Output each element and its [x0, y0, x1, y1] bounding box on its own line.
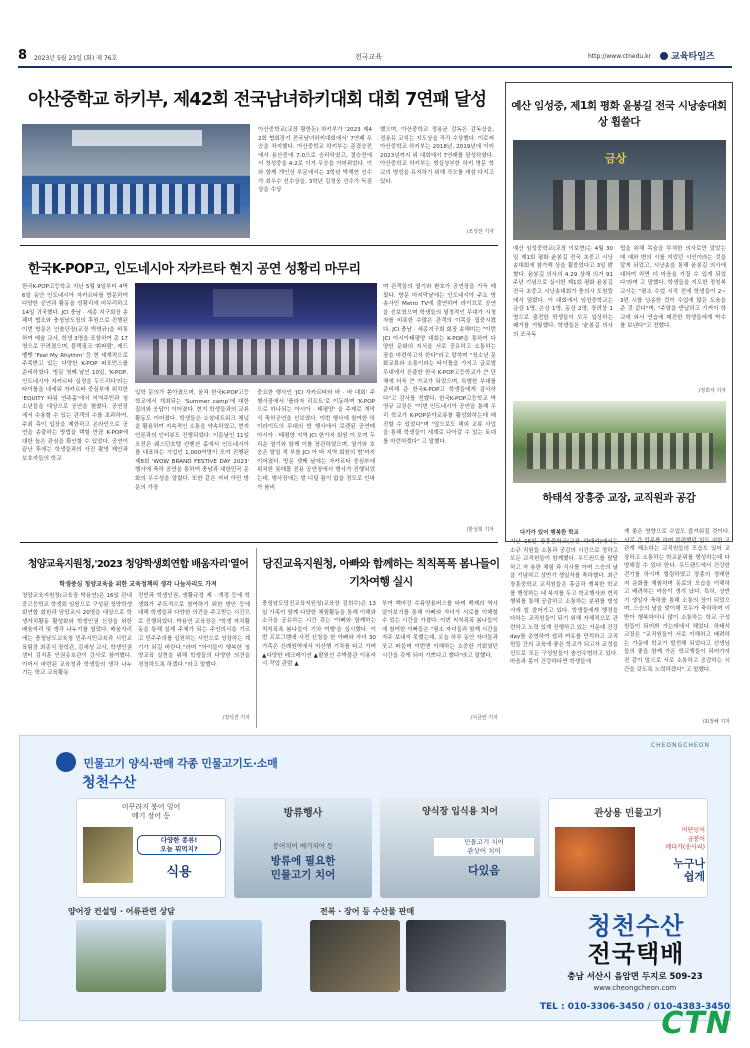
card-question: 다양한 종류! 오늘 뭐먹지?	[137, 835, 221, 855]
article2-col2: 입학 문의가 쏟아졌으며, 움쳐 한국K-POP고등학교에서 개최되는 'Summer camp'에 대한 질의와 응답이 이어졌다. 현지 학생들과의 교류 활동도 이어졌다. 학생들은 소셜네트워크 채널을 활용하여 지속적인 소통을 약속하였고, 현지 언론과의 인터뷰도 진행되었다. 이튿날인 11일 오전은 웨스턴호텔 컨벤션 홀에서 인도네시아를 대표하는 기업인 1,000여명이 모여 진행된 제8회 'WOW BRAND FESTIVE DAY 2023' 행사에 축하 공연을 통하여 충남과 대한민국 문화의 우수성을 알렸다. 또한 같은 저녁 아민 방문의 가장	[135, 390, 249, 491]
card-subtitle: 민물고기 치어 관상어 치어	[434, 838, 534, 856]
article3-headline-text: 예산 임성중, 제1회 평화 윤봉길 전국 시낭송대회 상 휩쓸다	[511, 100, 727, 128]
ad-card-edible[interactable]	[76, 798, 226, 898]
article2-byline: /한성희 기자	[466, 527, 494, 533]
article5-subhead: 학생중심 청양교육을 위한 교육정책의 생각 나눔자리도 가져	[59, 581, 217, 588]
seafood-photo	[406, 920, 506, 992]
article1-byline: /조성찬 기자	[466, 229, 494, 235]
teachers-group-photo	[513, 401, 726, 483]
article5-col1: 청양교육지원청(교육장 박용연)은 16일 관내 중고등학교 학생회 임원으로 구성된 청양학생회연합 회원과 담당교사 20명을 대상으로 학생자치활동 활성화와 학생인권 신장을 위한 배움자리 및 생각 나누기를 열었다. 배움자리에는 충청남도교육청 민주시민교육과 시민교육팀장 최종식 장학관, 김세성 교사, 학생인권센터 김지훈 인권옹호관이 강사로 참여했다. 이어서 마련된 교육청과 학생들의 생각 나누기는 학교 교육활동	[22, 593, 132, 677]
card-title: 방류행사	[283, 808, 323, 819]
page-number: 8	[18, 48, 28, 63]
article5-byline: /정석진 기자	[222, 715, 250, 721]
card-body: 누구나 쉽게	[673, 857, 705, 883]
article3-byline: /정희자 기자	[698, 388, 726, 394]
seafood-photo	[310, 920, 400, 992]
article3-headline	[510, 98, 728, 130]
card-title: 미꾸라지 붕어 잉어 메기 장어 등	[121, 803, 181, 820]
article4-col1: 지난 15일 장흥중학교(교장 하태석)에서는 소규 직원들 소통과 공감의 시간으로 정하고 모든 교직원들이 함께했다. 우드원드를 탈탈하고 자 용한 체험 과 식사를 아며 스승의 날을 기념하고 상반기 생일자를 축하했다. 최근 장흥중학교 교직원들은 휴급과 행복한 학교를 행성하는 네 복지를 두고 학교행사와 현직 행위를 통해 공감하고 소통하는 분위를 형성시에 힘 쓸어가고 있다. 학생들에게 행정을 다하는 교직원들이 되기 위해 자체적으로 관련하고 노력 있게 진행하고 있는 가운데 건강day를 운영하여 쉽과 여유를 만끽하고 교직원들 간의 교육에 좋은 학교가 되고자 교정을 선도로 모든 구성원들이 솔선수범하고 있다. 마음과 몸이 건강하다면 학생들에	[510, 539, 618, 666]
ad-card-release[interactable]	[234, 798, 372, 898]
logo-text: 교육타임즈	[671, 52, 715, 62]
article4-byline: /최정혜 기자	[702, 719, 730, 725]
ad-big-name: 청천수산	[587, 912, 685, 940]
ad-brand-label: CHEONGCHEON	[650, 742, 710, 749]
article3-col1: 예산 임성중학교(교장 이보현)는 4월 30일 제1회 평화 윤봉길 전국 초중고 시낭송대회에 참가해 상을 휩쓸었다고 3일 밝혔다. 윤봉길 의사의 4.29 상해 의거 91주년 기념으로 실시한 제1회 평화 윤봉길 전국 초중고 시낭송대회가 충의사 도원뜰에서 열렸다. 이 대회에서 임성중학교는 금상 1명, 은상 1명, 동상 2명, 장려상 1명으로 출전한 학생들이 모두 입상하는 쾌거를 거뒀했다. 학생들은 '윤봉길 의사의 조국독	[513, 246, 613, 338]
ad-big-service: 전국택배	[587, 940, 685, 968]
fish-icon	[56, 752, 76, 772]
card-answer: 식용	[166, 865, 192, 880]
article2-col3: 중요한 행사인 'JCI 자카르타와 바 · 바 대회' 주 행사장에서 '플라자 리프트'로 이동하며 'K-POP으로 하나되는 아시아 · 태평양' 을 주제로 개막식 축하공연을 선보였다. 이번 행사에 참여한 하이라이트의 무대의 방 행사에서 로렌된 공연메 아시아 · 태평양 지역 JCI 한가지 회원 이 모여 두리운 열기와 함께 이를 장관하였으며, 열기와 호응은 탈일 적 부를 JCI 아 바 지역 회원의 밤'까지 이어졌다. 방문 셋째 날에는 자카르타 중심부에 위치한 롯데몰 전용 공연장에서 행사가 진행되었는데, 행사장에는 발 디딜 틈이 없을 정도로 인파가 붐비	[257, 390, 375, 491]
article5-col2: 전반과 학생인권, 생활규정 제 · 개정 등에 학생회가 주도적으로 참여하기 위한 방안 등에 대해 학생들과 다양한 의견을 주고받는 시간으로 진행되었다. 박용연 교육장은 "학생 자치활동을 통해 실제 주체가 되는 주인의식을 기르고 민주주의를 실천하는 시민으로 성장하는 계기가 되길 바란다."라며 "아이들이 행복한 청양교육 실현을 위해 학생들의 다양한 의견을 경청하도록 하겠다."라고 말했다.	[138, 593, 250, 668]
site-url[interactable]: http://www.ctnedu.kr	[588, 53, 652, 60]
article1-col1: 아산중학교(교장 황한돈) 하키부가 '2023 제42회 협회장기 전국남녀하키대회에서' 7연패 우승을 차지했다. 아산중학교 하키부는 준결승전에서 용산중에 7:0으로 승리하였고, 결승전에서 청성중을 4:2로 이겨 우승을 거머쥐었다. 이와 함께 개인상 부문에서는 3학년 박재현 선수가 최우수 선수상을, 3학년 김정웅 선수가 득점상을 수상	[258, 127, 372, 194]
advertisement[interactable]	[19, 735, 731, 1021]
article6-col2: 부여 백마강 수륙양용버스를 타며 백제의 역사 알아보기를 통해 아빠와 자녀가 서로를 이해할 수 있는 시간을 가졌다. 이번 칙칙폭폭 봄나들이에 참여한 이빠들은 "평소 자녀들과 함께 시간을 자주 보내지 못했는데, 오늘 하루 동안 자녀들과 웃고 떠들며 이번엔 이해하는 소중한 기회였던 시간을 갖게 되어 기쁘다고 했다"라고 말했다.	[382, 601, 498, 659]
article6-col1: 충청남도당진교육지원청(교육장 김희수)은 13일 가족이 함께 다양한 체험활동을 통해 이해와 소극을 공유하는 시간 갖는 '아빠와 함께하는 칙칙폭폭 봄나들이 기차 여행'을 실시했다. 이번 프로그램에 사전 신청을 한 아빠와 자녀 30가족은 신례원역에서 익산행 기차를 타고 가며 ▲다양한 레크레이션 ▲팔원선 수박물관 이용자시 작업 관람 ▲	[262, 601, 376, 668]
divider	[256, 548, 257, 728]
card-image	[83, 827, 133, 883]
article4-subhead: 다가가 있어 행복한 학교	[520, 530, 579, 536]
divider	[20, 542, 498, 543]
ad-company: 청천수산	[82, 775, 137, 791]
article4-headline: 하태석 장흥중 교장, 교직원과 공감	[542, 492, 696, 504]
article4-col2: 게 좋은 영향으로 수업도 즐거워질 것이다. 서로 간 업무를 하며 불편했던 일도 지한 코관계 해소하는 교직원들의 모습도 있어 교장하고 소통하는 학교분위를 형성하는데 다양해질 수 있다 한다. 우드랜드에서 건강한 걷기를 하시며 힐링하였고 장흥의 정래한 저 운화를 체험하며 동료의 모습을 이해하고 배려하는 마음이 생겨 났다. 특히, 상반기 생일자 축하를 통해 소통의 장이 되었으며, 스승의 날을 맞이해 모두가 축하하며 이 받아 행복하더니 많이 소통하는 학교 구성원들이 되어봐 가는데에서 해었다. 하태석 교장은 "교직원들이 서로 이해하고 배려하는 가운데 학교가 발전해 되었다고 선생님들의 좋을 함께 가온 학교행들이 되어가자 전 같이 말으로 서로 소통하고 공감하는 시간을 갖도록 노력하겠다" 고 말했다.	[624, 529, 730, 673]
poetry-award-photo	[513, 140, 726, 240]
card-title: 관상용 민물고기	[594, 808, 662, 819]
ad-website[interactable]: www.cheongcheon.com	[593, 984, 677, 992]
ad-seafood-title: 전복 · 장어 등 수산물 판매	[320, 907, 415, 916]
card-body: 방류에 필요한 민물고기 치어	[270, 855, 336, 881]
article6-byline: /서금란 기자	[470, 715, 498, 721]
issue-date: 2023년 5월 23일 (화) 제 76호	[34, 55, 118, 62]
divider	[20, 245, 498, 246]
ad-tagline-text: 민물고기 양식·판매 각종 민물고기도·소매	[83, 757, 278, 770]
consulting-photo	[172, 920, 262, 992]
article6-headline-text: 당진교육지원청, 아빠와 함께하는 칙칙폭폭 봄나들이 기차여행 실시	[262, 557, 500, 588]
award-banner: 금상	[605, 152, 627, 165]
kpop-performance-photo	[135, 283, 377, 383]
card-image	[555, 827, 635, 891]
ad-address: 충남 서산시 음암면 두지로 509-23	[567, 972, 703, 982]
article1-col2: 했으며, 아산중학교 정용균 감독은 감독상을, 정용유 코치는 지도상을 각각 수상했다. 이로써 아산중학교 하키부는 2018년, 2019년에 이어 2023년까지 위 대회에서 7연패를 달성하였다. 아산중학교 하키부는 명실상부한 하키 명문 학교의 명성을 유지하기 위해 각오를 새삼 다지고 있다.	[380, 127, 494, 185]
hockey-team-photo	[22, 124, 250, 238]
article3-col2: 립을 위해 목숨을 투쳐한 의사로만 알았는데 예와 변의 시를 지었던 시인이라는 것을 알게 되었고, 시낭송을 통해 윤봉길 의사에 대하여 하면 더 마음을 가질 수 있게 되었다'라며 고 말했다. 학생들을 지도한 정칭복 교사는 "평소 수업 시작 전에 학생들이 2~3편 시를 낭송한 것이 수업에 많은 도움을 준 것 같다"며, "주말을 반납하고 기꺼이 학교에 와서 연습에 매진한 학생들에게 박수를 보낸다"고 전했다.	[620, 246, 726, 330]
card-subtitle: 붕어치어 메기치어 등	[272, 842, 334, 850]
ad-card-fry[interactable]	[380, 798, 540, 898]
article6-headline	[262, 555, 500, 591]
header-rule	[18, 66, 732, 68]
ctn-logo: CTN	[661, 1006, 732, 1041]
ad-consulting-title: 양어장 컨설팅 · 어류관련 상담	[68, 907, 175, 916]
article2-headline: 한국K-POP고, 인도네시아 자카르타 현지 공연 성황리 마무리	[28, 262, 361, 277]
article2-col4: 며 관객들의 열기와 환호가 공연장을 가득 메웠다. 방문 마지막날에는 인도네시아 주요 방송사인 Metro TV에 출연하여 라이브로 공연을 선보였으며 학생들의 열정적인 무대가 시청자를 비롯한 수많은 관객의 이목을 집중시켰다. JCI 충남 · 세종지구회 회장 송해미는 "이번 JCI 아시아태평양 대회는 K-POP을 통하여 다양한 문화의 지식을 서로 공유하고 소통하는 장을 마련하고자 한다"라고 말하며 "청소년 문화교류와 소통이라는 타이틀을 가지고 글로벌 무대에서 진출한 한국 K-POP고등학교가 큰 단체에 더욱 큰 가교가 되었으며, 특별한 무대를 준비해 준 한국K-POP고 학생들에게 감사하다"고 감사를 전했다. 한국K-POP고등학교 박영규 교장은 "이번 인도네시아 공연을 통해 우리 학교가 K-POP분야교류를 활성화하는데 매진할 수 있었다"며 "앞으로도 해외 교류 사업을 통해 학생들이 세계로 나아갈 수 있는 토대를 마련하겠다" 고 말했다.	[383, 284, 496, 445]
article1-headline: 아산중학교 하키부, 제42회 전국남녀하키대회 대회 7연패 달성	[28, 90, 487, 110]
article5-headline: 청양교육지원청,'2023 청양학생회연합 배움자리'열어	[27, 559, 249, 570]
ad-phone[interactable]: TEL : 010-3306-3450 / 010-4383-3450	[539, 1002, 730, 1012]
logo-mark-icon	[660, 52, 668, 60]
ad-tagline	[56, 752, 277, 772]
consulting-photo	[76, 920, 166, 992]
card-subtitle: 비단잉어 금붕어 메다카(송사리)	[665, 827, 705, 851]
article2-col1: 한국K-POP고등학교 지난 5월 9일부터 4박 6일 동안 인도네시아 자카르타를 방문하여 다양한 공연과 활동을 성황리에 마무리하고 14일 귀국했다. JCI 충남 · 세종 지구회장 송해미 협조와 충청남도청의 후원으로 진행된 이번 방문은 인솔단장(교장 박영규)을 비롯하여 예술 교사, 학생 3명을 포함하여 총 17명으로 꾸려졌으며, 블랙핑크 '휘파람', 레드벨벳 'Feel My Rhythm' 등 현 세계적으로 주목받고 있는 다양한 K-POP 퍼포먼스를 준비하였다. 방문 첫째 날인 10일, 'K-POP, 인도네시아 자카르타 실정을 두드리다'라는 타이틀을 내세워 자카르타 중심부에 위치한 'EQUITY 타워 연주홀'에서 지역주민과 청소년들을 대상으로 공연을 펼쳤다. 공연장에서 수용할 수 있는 관객의 수를 초과하여, 주최 측이 입장을 제한하고 온라인으로 공연을 송출하는 방법을 택할 만큼 K-POP에 대한 높은 관심을 확인할 수 있었다. 공연이 끝난 후에는 학생들과의 사진 촬영 제안과 보호자들의 학교	[22, 284, 128, 462]
ad-card-ornamental[interactable]	[548, 798, 708, 898]
section-name: 전국교육	[355, 53, 383, 61]
card-body: 다있음	[468, 864, 500, 877]
card-title: 양식장 입식용 치어	[422, 807, 498, 817]
masthead-logo	[660, 49, 715, 62]
